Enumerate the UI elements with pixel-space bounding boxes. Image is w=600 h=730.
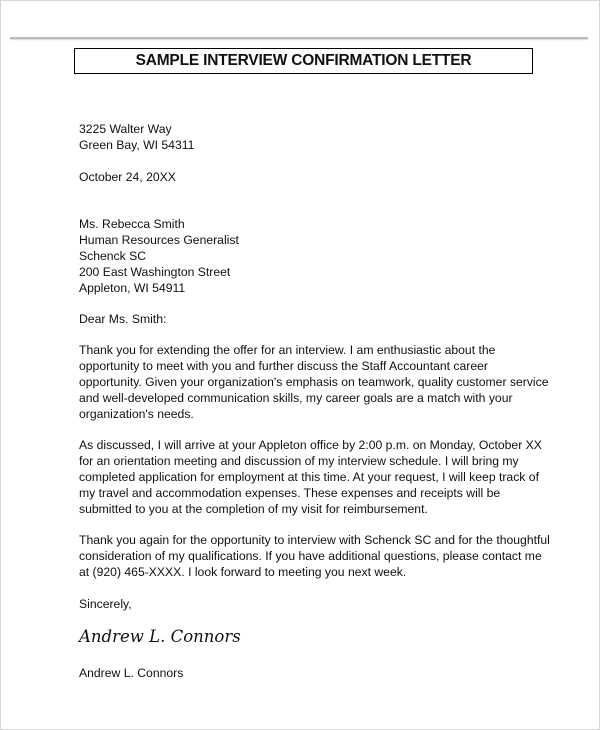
recipient-address (79, 216, 239, 296)
paragraph-line: opportunity to meet with you and further discuss the Staff Accountant career (79, 359, 488, 373)
recipient-street: 200 East Washington Street (79, 265, 231, 279)
paragraph-line: Thank you for extending the offer for an interview. I am enthusiastic about the (79, 343, 496, 357)
paragraph-3 (79, 532, 550, 580)
sender-address (79, 121, 194, 153)
paragraph-line: Thank you again for the opportunity to interview with Schenck SC and for the thoughtful (79, 533, 550, 547)
letter-title: SAMPLE INTERVIEW CONFIRMATION LETTER (74, 48, 533, 74)
paragraph-1 (79, 342, 549, 422)
paragraph-2 (79, 437, 542, 517)
letter-date: October 24, 20XX (79, 170, 176, 184)
paragraph-line: organization's needs. (79, 407, 194, 421)
sender-city: Green Bay, WI 54311 (79, 138, 195, 152)
typed-name: Andrew L. Connors (79, 666, 184, 680)
recipient-title: Human Resources Generalist (79, 233, 239, 247)
paragraph-line: and well-developed communication skills, my career goals are a match with your (79, 391, 513, 405)
recipient-name: Ms. Rebecca Smith (79, 217, 185, 231)
paragraph-line: at (920) 465-XXXX. I look forward to meeting you next week. (79, 565, 407, 579)
handwritten-signature: Andrew L. Connors (79, 627, 241, 646)
paragraph-line: for an orientation meeting and discussion of my interview schedule. I will bring my (79, 454, 519, 468)
horizontal-rule (10, 37, 588, 39)
paragraph-line: opportunity. Given your organization's emphasis on teamwork, quality customer service (79, 375, 549, 389)
paragraph-line: submitted to you at the completion of my visit for reimbursement. (79, 502, 428, 516)
sender-street: 3225 Walter Way (79, 122, 172, 136)
paragraph-line: my travel and accommodation expenses. These expenses and receipts will be (79, 486, 501, 500)
salutation: Dear Ms. Smith: (79, 312, 167, 326)
recipient-city: Appleton, WI 54911 (79, 281, 186, 295)
recipient-company: Schenck SC (79, 249, 147, 263)
closing: Sincerely, (79, 597, 132, 611)
paragraph-line: consideration of my qualifications. If you have additional questions, please contact me (79, 549, 542, 563)
paragraph-line: completed application for employment at this time. At your request, I will keep track of (79, 470, 539, 484)
paragraph-line: As discussed, I will arrive at your Appleton office by 2:00 p.m. on Monday, October XX (79, 438, 542, 452)
